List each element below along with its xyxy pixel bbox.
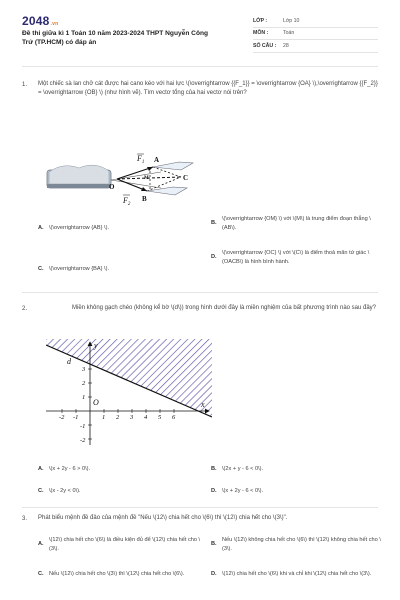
option-b[interactable] (211, 465, 383, 474)
question-number: 1. (22, 82, 28, 88)
logo-suffix: .vn (50, 21, 59, 27)
option-letter: A. (38, 225, 44, 231)
option-text: \(2x + y - 6 < 0\). (222, 466, 264, 472)
option-text: \(\overrightarrow {OC} \) với \(C\) là điểm thoả mãn tứ giác \(OACB\) là hình bình hành. (222, 250, 370, 265)
tow-boat-b-icon (147, 187, 187, 195)
meta-value: 28 (283, 42, 289, 49)
option-text: \(12\) chia hết cho \(6\) là điều kiện đủ để \(12\) chia hết cho \(3\). (49, 537, 201, 552)
half-plane-graph (46, 339, 212, 447)
x-tick: 3 (130, 414, 134, 421)
option-text: \(\overrightarrow {BA} \). (49, 266, 109, 272)
question-number: 3. (22, 516, 28, 522)
option-letter: C. (38, 571, 44, 577)
option-text: \(x - 2y < 0\). (49, 488, 81, 494)
meta-row-subject (253, 28, 378, 41)
option-text: Nếu \(12\) không chia hết cho \(6\) thì \(12\) không chia hết cho \(3\). (222, 537, 381, 552)
option-letter: B. (211, 541, 217, 548)
x-tick: 6 (172, 414, 176, 421)
meta-row-grade (253, 15, 378, 28)
x-tick: 2 (116, 414, 120, 421)
option-c[interactable] (38, 487, 198, 496)
option-letter: A. (38, 541, 44, 548)
option-b[interactable] (211, 215, 383, 233)
meta-row-count (253, 40, 378, 53)
y-tick: 2 (82, 380, 86, 387)
label-f1: F (137, 154, 142, 163)
barge-icon (47, 165, 111, 188)
svg-text:F1 (136, 154, 144, 165)
option-text: Nếu \(12\) chia hết cho \(3\) thì \(12\) chia hết cho \(6\). (49, 571, 185, 577)
y-tick: -2 (80, 437, 86, 444)
option-d[interactable] (211, 249, 383, 267)
option-letter: B. (211, 220, 217, 227)
barge-figure (45, 148, 215, 206)
label-f1-sub: 1 (141, 160, 145, 165)
option-c[interactable] (38, 265, 198, 274)
option-letter: C. (38, 266, 44, 272)
label-f2-sub: 2 (127, 202, 131, 206)
shaded-region (46, 339, 212, 417)
y-axis-label: y (94, 341, 98, 350)
meta-key: MÔN : (253, 30, 269, 37)
label-point-c: C (183, 174, 189, 182)
origin-label: O (93, 398, 99, 407)
option-a[interactable] (38, 465, 198, 474)
label-point-o: O (109, 183, 115, 191)
option-letter: C. (38, 488, 44, 494)
option-d[interactable] (211, 487, 383, 496)
option-text: \(12\) chia hết cho \(6\) khi và chỉ khi \(12\) chia hết cho \(3\). (222, 571, 372, 577)
y-tick: -1 (80, 423, 86, 430)
x-tick: -2 (59, 414, 65, 421)
meta-value: Lớp 10 (283, 17, 300, 24)
option-text: \(\overrightarrow {AB} \). (49, 225, 109, 231)
divider (22, 66, 378, 67)
question-stem: Phát biểu mệnh đề đảo của mệnh đề "Nếu \(12\) chia hết cho \(6\) thì \(12\) chia hết cho \(3\)". (38, 515, 288, 521)
question-number: 2. (22, 306, 28, 312)
label-point-b: B (142, 195, 147, 203)
x-tick: -1 (73, 414, 79, 421)
option-letter: A. (38, 466, 44, 472)
y-tick: 3 (82, 366, 86, 373)
document-title: Đề thi giữa kì 1 Toán 10 năm 2023-2024 THPT Nguyễn Công Trứ (TP.HCM) có đáp án (22, 30, 209, 46)
option-a[interactable] (38, 536, 210, 554)
label-point-m: M (144, 176, 149, 181)
option-letter: D. (211, 488, 217, 494)
divider (22, 507, 378, 508)
meta-value: Toán (283, 30, 295, 37)
x-tick: 5 (158, 414, 162, 421)
option-text: \(x + 2y - 6 > 0\). (49, 466, 91, 472)
option-text: \(\overrightarrow {OM} \) với \(M\) là trung điểm đoạn thẳng \(AB\). (222, 216, 371, 231)
x-axis-label: x (201, 400, 205, 409)
divider (22, 292, 378, 293)
logo-text: 2048 (22, 14, 50, 28)
label-point-a: A (154, 156, 160, 164)
meta-key: SỐ CÂU : (253, 42, 277, 49)
option-letter: B. (211, 466, 217, 472)
y-tick: 1 (82, 394, 86, 401)
x-tick: 4 (144, 414, 148, 421)
meta-key: LỚP : (253, 17, 268, 24)
x-tick: 1 (102, 414, 106, 421)
option-letter: D. (211, 571, 217, 577)
option-text: \(x + 2y - 6 < 0\). (222, 488, 264, 494)
question-stem: Miền không gạch chéo (không kể bờ \(d\)) trong hình dưới đây là miền nghiệm của bất phương trình nào sau đây? (72, 305, 377, 311)
svg-text:F2 (122, 196, 131, 206)
line-d-label: d (67, 357, 71, 366)
option-letter: D. (211, 254, 217, 261)
option-a[interactable] (38, 224, 198, 233)
option-c[interactable] (38, 570, 198, 579)
exam-meta (253, 15, 378, 53)
question-stem: Một chiếc sà lan chở cát được hai cano kéo với hai lực \(\overrightarrow {{F_1}} = \overrightarrow {OA} \),\overrightarrow {{F_2}} = \overrightarrow {OB} \) (như hình vẽ). Tìm vectơ tổng của hai vectơ nói trên? (38, 81, 378, 97)
option-b[interactable] (211, 536, 383, 554)
option-d[interactable] (211, 570, 383, 579)
site-logo[interactable] (22, 14, 58, 28)
label-f2: F (123, 196, 128, 205)
